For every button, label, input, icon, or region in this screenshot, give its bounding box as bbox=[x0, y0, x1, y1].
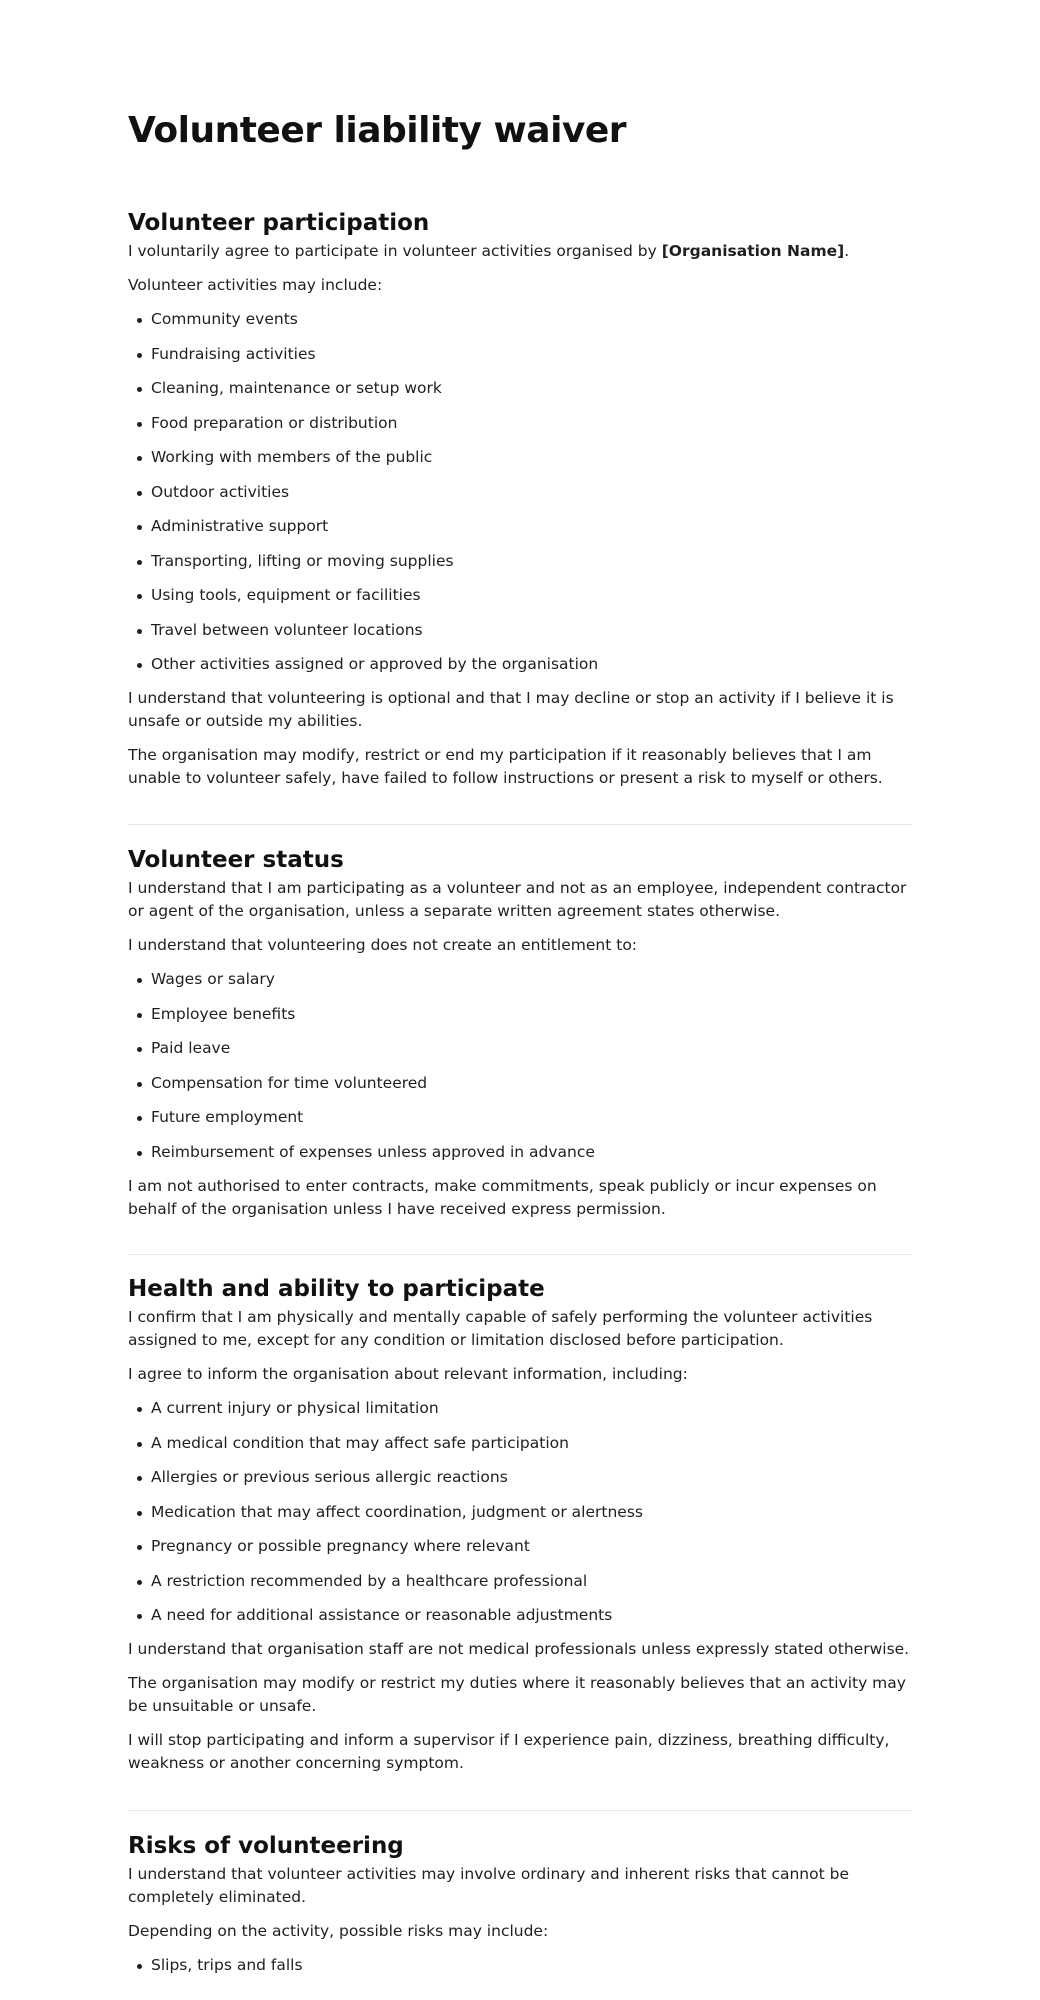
list-item: Allergies or previous serious allergic reactions bbox=[128, 1466, 912, 1489]
section-divider bbox=[128, 1810, 912, 1811]
list-item: Future employment bbox=[128, 1106, 912, 1129]
list-item: Outdoor activities bbox=[128, 481, 912, 504]
list-item: Travel between volunteer locations bbox=[128, 619, 912, 642]
entitlement-list bbox=[128, 968, 912, 1164]
inform-list-intro: I agree to inform the organisation about relevant information, including: bbox=[128, 1365, 688, 1383]
modify-paragraph: The organisation may modify, restrict or end my participation if it reasonably believes that I am unable to volunteer safely, have failed to follow instructions or present a risk to myself or others. bbox=[128, 746, 883, 787]
section-heading: Volunteer participation bbox=[128, 210, 430, 236]
duties-paragraph: The organisation may modify or restrict my duties where it reasonably believes that an activity may be unsuitable or unsafe. bbox=[128, 1674, 906, 1715]
status-paragraph: I understand that I am participating as a volunteer and not as an employee, independent contractor or agent of the organisation, unless a separate written agreement states otherwise. bbox=[128, 879, 907, 920]
section-heading: Risks of volunteering bbox=[128, 1833, 404, 1859]
inform-list bbox=[128, 1397, 912, 1627]
list-item: Administrative support bbox=[128, 515, 912, 538]
entitlement-list-intro: I understand that volunteering does not create an entitlement to: bbox=[128, 936, 638, 954]
section-divider bbox=[128, 1254, 912, 1255]
confirm-paragraph: I confirm that I am physically and mentally capable of safely performing the volunteer activities assigned to me, except for any condition or limitation disclosed before participation. bbox=[128, 1308, 873, 1349]
page-title: Volunteer liability waiver bbox=[128, 110, 627, 151]
list-item: Pregnancy or possible pregnancy where relevant bbox=[128, 1535, 912, 1558]
list-item: Using tools, equipment or facilities bbox=[128, 584, 912, 607]
list-item: Food preparation or distribution bbox=[128, 412, 912, 435]
list-item: Fundraising activities bbox=[128, 343, 912, 366]
list-item: A need for additional assistance or reasonable adjustments bbox=[128, 1604, 912, 1627]
section-volunteer-participation bbox=[128, 206, 912, 790]
list-item: Other activities assigned or approved by the organisation bbox=[128, 653, 912, 676]
list-item: Working with members of the public bbox=[128, 446, 912, 469]
list-item: Community events bbox=[128, 308, 912, 331]
section-health-ability bbox=[128, 1272, 912, 1775]
list-item: A restriction recommended by a healthcare professional bbox=[128, 1570, 912, 1593]
participation-intro: I voluntarily agree to participate in volunteer activities organised by [Organisation Name]. bbox=[128, 242, 850, 260]
list-item: A current injury or physical limitation bbox=[128, 1397, 912, 1420]
staff-paragraph: I understand that organisation staff are not medical professionals unless expressly stated otherwise. bbox=[128, 1640, 910, 1658]
risks-paragraph: I understand that volunteer activities may involve ordinary and inherent risks that cannot be completely eliminated. bbox=[128, 1865, 849, 1906]
organisation-name-placeholder: [Organisation Name] bbox=[661, 242, 845, 260]
list-item: Reimbursement of expenses unless approved in advance bbox=[128, 1141, 912, 1164]
list-item: Slips, trips and falls bbox=[128, 1954, 912, 1977]
activities-list-intro: Volunteer activities may include: bbox=[128, 276, 383, 294]
risks-list bbox=[128, 1954, 912, 1977]
list-item: Employee benefits bbox=[128, 1003, 912, 1026]
authority-paragraph: I am not authorised to enter contracts, make commitments, speak publicly or incur expenses on behalf of the organisation unless I have received express permission. bbox=[128, 1176, 877, 1218]
list-item: Medication that may affect coordination, judgment or alertness bbox=[128, 1501, 912, 1524]
list-item: Cleaning, maintenance or setup work bbox=[128, 377, 912, 400]
optional-paragraph: I understand that volunteering is optional and that I may decline or stop an activity if I believe it is unsafe or outside my abilities. bbox=[128, 689, 894, 730]
activities-list bbox=[128, 308, 912, 676]
section-heading: Volunteer status bbox=[128, 847, 344, 873]
section-heading: Health and ability to participate bbox=[128, 1276, 545, 1302]
list-item: Paid leave bbox=[128, 1037, 912, 1060]
list-item: Wages or salary bbox=[128, 968, 912, 991]
list-item: A medical condition that may affect safe participation bbox=[128, 1432, 912, 1455]
section-volunteer-status bbox=[128, 843, 912, 1221]
section-risks bbox=[128, 1829, 912, 1977]
stop-paragraph: I will stop participating and inform a supervisor if I experience pain, dizziness, breathing difficulty, weakness or another concerning symptom. bbox=[128, 1731, 890, 1772]
risks-list-intro: Depending on the activity, possible risks may include: bbox=[128, 1922, 549, 1940]
list-item: Transporting, lifting or moving supplies bbox=[128, 550, 912, 573]
list-item: Compensation for time volunteered bbox=[128, 1072, 912, 1095]
section-divider bbox=[128, 824, 912, 825]
